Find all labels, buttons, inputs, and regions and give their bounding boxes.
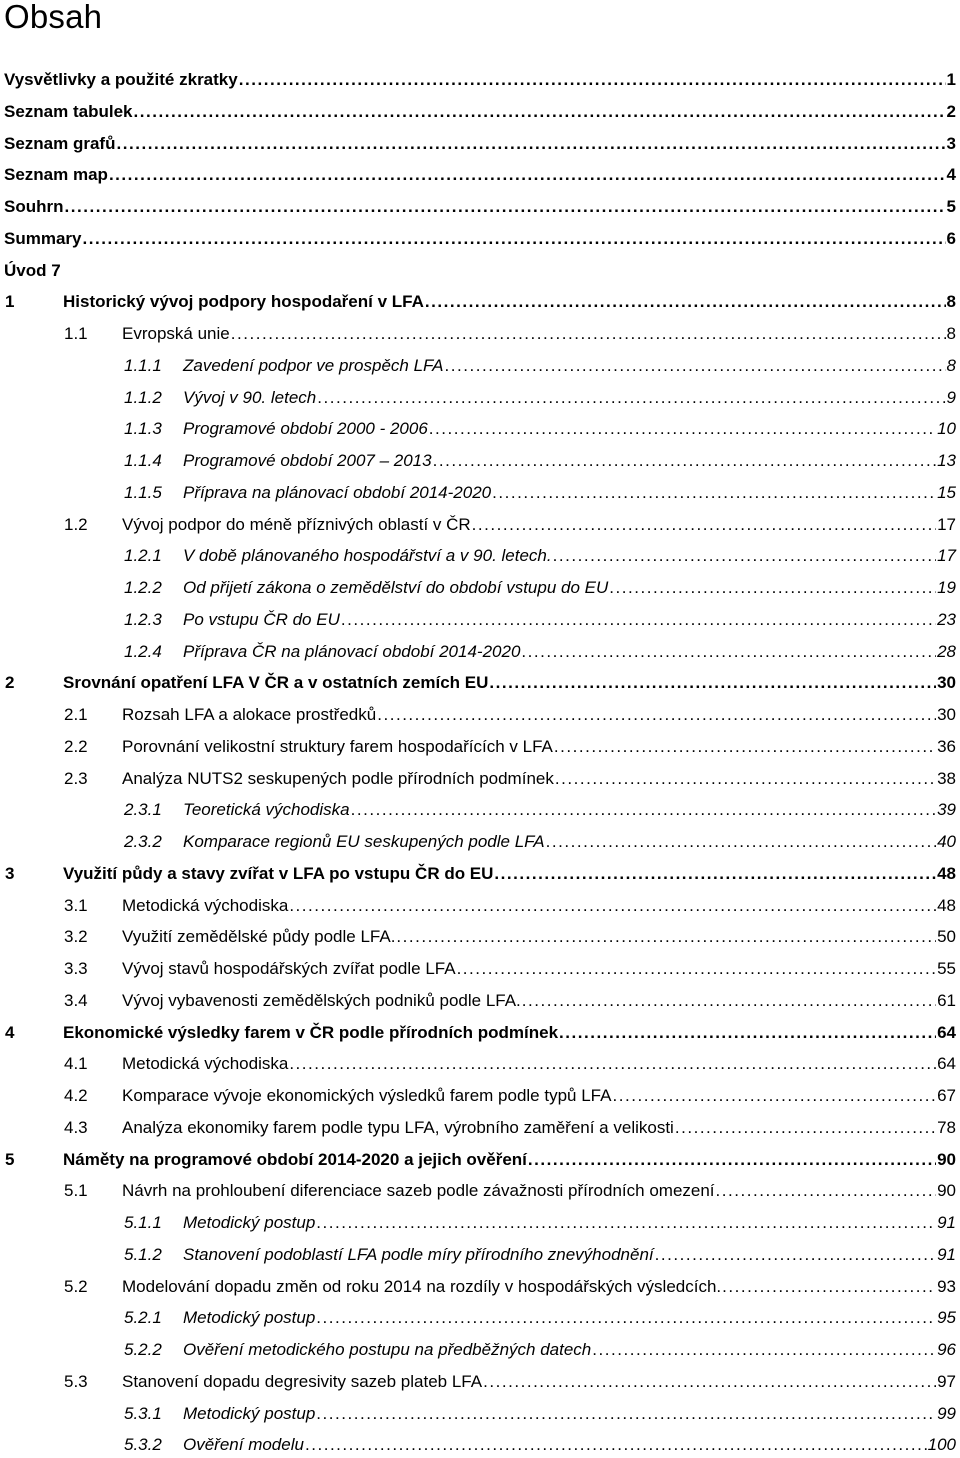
- toc-entry[interactable]: [4, 226, 956, 252]
- toc-entry-page: 15: [937, 482, 956, 502]
- toc-entry-label: Programové období 2000 - 2006: [183, 419, 428, 439]
- toc-entry-number: 5: [5, 1149, 15, 1169]
- toc-entry-label: Seznam map: [4, 165, 108, 185]
- dot-leader: [522, 988, 936, 1014]
- toc-entry-page: 8: [946, 292, 956, 312]
- toc-entry[interactable]: [124, 416, 956, 442]
- toc-entry-label: Ekonomické výsledky farem v ČR podle přírodních podmínek: [63, 1022, 559, 1042]
- toc-entry-label: Náměty na programové období 2014-2020 a jejich ověření: [63, 1149, 527, 1169]
- toc-entry-label: Komparace vývoje ekonomických výsledků farem podle typů LFA: [122, 1086, 612, 1105]
- toc-entry-label: Rozsah LFA a alokace prostředků: [122, 705, 377, 724]
- toc-entry-number: 1.1.5: [124, 482, 162, 502]
- toc-entry-number: 1.2.2: [124, 578, 162, 597]
- toc-entry[interactable]: [4, 162, 956, 188]
- toc-entry-number: 3.1: [64, 895, 88, 915]
- dot-leader: [494, 861, 936, 887]
- toc-entry-label: Metodická východiska: [122, 895, 289, 915]
- toc-entry-label: Příprava na plánovací období 2014-2020: [183, 482, 492, 502]
- toc-entry[interactable]: [124, 829, 956, 855]
- toc-entry[interactable]: [5, 670, 956, 696]
- toc-entry-page: 48: [937, 895, 956, 915]
- toc-entry-number: 2: [5, 673, 15, 693]
- toc-entry-page: 40: [937, 832, 956, 851]
- dot-leader: [472, 512, 936, 538]
- toc-entry-page: 61: [937, 990, 956, 1010]
- toc-entry-page: 1: [946, 70, 956, 89]
- toc-entry-number: 1.1.2: [124, 387, 162, 407]
- dot-leader: [612, 1083, 936, 1109]
- toc-entry-label: Teoretická východiska: [183, 800, 350, 820]
- toc-entry-number: 5.3: [64, 1371, 88, 1391]
- toc-entry[interactable]: [124, 448, 956, 474]
- toc-entry-label: Srovnání opatření LFA V ČR a v ostatních zemích EU: [63, 673, 489, 693]
- dot-leader: [554, 734, 936, 760]
- dot-leader: [521, 639, 936, 665]
- toc-entry-label: Summary: [4, 228, 82, 248]
- toc-entry-label: Analýza ekonomiky farem podle typu LFA, výrobního zaměření a velikosti: [122, 1117, 674, 1137]
- dot-leader: [231, 321, 946, 347]
- toc-entry-page: 3: [946, 133, 956, 153]
- toc-entry-page: 64: [937, 1022, 956, 1042]
- toc-entry[interactable]: [5, 861, 956, 887]
- toc-entry[interactable]: [4, 67, 956, 93]
- toc-entry[interactable]: [4, 131, 956, 157]
- dot-leader: [445, 353, 946, 379]
- toc-entry-number: 2.3: [64, 768, 88, 788]
- toc-entry-label: Ověření metodického postupu na předběžných datech: [183, 1340, 592, 1359]
- toc-entry[interactable]: [124, 797, 956, 823]
- dot-leader: [675, 1115, 936, 1141]
- dot-leader: [317, 385, 945, 411]
- toc-entry[interactable]: [5, 1020, 956, 1046]
- toc-entry-label: Od přijetí zákona o zemědělství do období vstupu do EU: [183, 578, 609, 597]
- toc-entry[interactable]: [4, 194, 956, 220]
- toc-entry-page: 4: [946, 165, 956, 185]
- toc-entry-page: 5: [946, 197, 956, 216]
- toc-entry-number: 1.1: [64, 324, 88, 343]
- toc-entry-number: 2.2: [64, 736, 88, 756]
- toc-entry-page: 91: [937, 1213, 956, 1232]
- toc-entry-number: 1.2.3: [124, 609, 162, 629]
- toc-entry-label: Stanovení dopadu degresivity sazeb plateb LFA: [122, 1371, 483, 1391]
- toc-entry-label: Zavedení podpor ve prospěch LFA: [183, 355, 444, 375]
- toc-entry[interactable]: [64, 1369, 956, 1395]
- dot-leader: [305, 1432, 927, 1458]
- dot-leader: [109, 162, 946, 188]
- toc-entry[interactable]: [64, 1178, 956, 1204]
- toc-entry[interactable]: [64, 766, 956, 792]
- toc-entry-label: Metodická východiska: [122, 1054, 289, 1074]
- dot-leader: [289, 893, 936, 919]
- dot-leader: [433, 448, 937, 474]
- toc-entry-number: 5.1: [64, 1181, 88, 1201]
- toc-entry-label: Modelování dopadu změn od roku 2014 na rozdíly v hospodářských výsledcích.: [122, 1276, 722, 1296]
- toc-entry[interactable]: [124, 385, 956, 411]
- toc-entry-page: 17: [937, 514, 956, 534]
- toc-entry-page: 8: [946, 355, 956, 375]
- toc-entry-label: Metodický postup: [183, 1403, 316, 1423]
- toc-entry-page: 23: [937, 609, 956, 629]
- toc-entry-number: 2.1: [64, 705, 88, 724]
- toc-entry-number: 3.2: [64, 927, 88, 947]
- toc-entry-label: Porovnání velikostní struktury farem hospodařících v LFA: [122, 736, 553, 756]
- toc-entry[interactable]: [64, 1274, 956, 1300]
- toc-entry[interactable]: [64, 1115, 956, 1141]
- dot-leader: [559, 1020, 936, 1046]
- dot-leader: [555, 766, 936, 792]
- toc-entry[interactable]: [64, 734, 956, 760]
- toc-entry-number: 4.3: [64, 1117, 88, 1137]
- toc-entry-page: 95: [937, 1308, 956, 1328]
- toc-entry-label: Historický vývoj podpory hospodaření v LFA: [63, 292, 424, 312]
- toc-entry-label: Komparace regionů EU seskupených podle LFA: [183, 832, 545, 851]
- toc-entry-page: 99: [937, 1403, 956, 1423]
- toc-entry-label: Po vstupu ČR do EU: [183, 609, 340, 629]
- toc-entry[interactable]: [64, 988, 956, 1014]
- toc-entry-number: 1: [5, 292, 15, 312]
- toc-entry-number: 3: [5, 863, 15, 883]
- toc-entry[interactable]: [64, 1051, 956, 1077]
- toc-entry-page: 6: [946, 228, 956, 248]
- dot-leader: [289, 1051, 936, 1077]
- toc-entry-number: 2.3.1: [124, 800, 162, 820]
- toc-entry-number: 1.2: [64, 514, 88, 534]
- toc-entry-page: 30: [937, 705, 956, 724]
- toc-entry-page: 93: [937, 1276, 956, 1296]
- toc-entry[interactable]: [124, 543, 956, 569]
- toc-entry-label: Metodický postup: [183, 1308, 316, 1328]
- toc-entry[interactable]: [64, 924, 956, 950]
- dot-leader: [457, 956, 937, 982]
- toc-entry-label: Využití půdy a stavy zvířat v LFA po vstupu ČR do EU: [63, 863, 494, 883]
- toc-entry-label: Využití zemědělské půdy podle LFA.: [122, 927, 396, 947]
- toc-entry[interactable]: [124, 1242, 956, 1268]
- toc-entry[interactable]: [64, 512, 956, 538]
- toc-entry[interactable]: [124, 1432, 956, 1458]
- toc-entry[interactable]: [124, 607, 956, 633]
- toc-entry[interactable]: [124, 1401, 956, 1427]
- toc-entry-label: Vysvětlivky a použité zkratky: [4, 70, 238, 89]
- toc-entry-number: 5.1.1: [124, 1213, 162, 1232]
- toc-entry-label: Evropská unie: [122, 324, 230, 343]
- dot-leader: [553, 543, 936, 569]
- toc-entry[interactable]: [124, 575, 956, 601]
- toc-entry-number: 5.1.2: [124, 1244, 162, 1264]
- page-title: Obsah: [4, 0, 103, 35]
- toc-entry-label: Vývoj v 90. letech: [183, 387, 317, 407]
- toc-entry-page: 55: [937, 959, 956, 978]
- toc-entry-number: 1.1.4: [124, 451, 162, 470]
- toc-entry-label: Vývoj vybavenosti zemědělských podniků podle LFA.: [122, 990, 521, 1010]
- toc-entry-number: 5.2.2: [124, 1340, 162, 1359]
- toc-entry-page: 50: [937, 927, 956, 947]
- dot-leader: [716, 1178, 937, 1204]
- toc-entry-label: Příprava ČR na plánovací období 2014-2020: [183, 641, 521, 661]
- toc-entry-page: 36: [937, 736, 956, 756]
- toc-entry-page: 30: [937, 673, 956, 693]
- toc-entry-page: 8: [946, 324, 956, 343]
- toc-entry[interactable]: [64, 893, 956, 919]
- toc-entry[interactable]: [124, 639, 956, 665]
- toc-entry-page: 10: [937, 419, 956, 439]
- toc-entry[interactable]: [124, 353, 956, 379]
- dot-leader: [316, 1305, 936, 1331]
- dot-leader: [489, 670, 936, 696]
- toc-entry-page: 19: [937, 578, 956, 597]
- toc-entry-page: 97: [937, 1371, 956, 1391]
- toc-entry-label: Analýza NUTS2 seskupených podle přírodních podmínek: [122, 768, 554, 788]
- toc-entry-page: 90: [937, 1149, 956, 1169]
- toc-entry-page: 78: [937, 1117, 956, 1137]
- toc-entry-page: 100: [927, 1435, 956, 1455]
- toc-entry[interactable]: [4, 99, 956, 125]
- dot-leader: [592, 1337, 936, 1363]
- toc-entry[interactable]: [64, 1083, 956, 1109]
- toc-entry-page: 9: [946, 387, 956, 407]
- toc-entry[interactable]: [64, 321, 956, 347]
- dot-leader: [546, 829, 936, 855]
- toc-entry[interactable]: [64, 956, 956, 982]
- toc-entry-page: 96: [937, 1340, 956, 1359]
- dot-leader: [492, 480, 936, 506]
- toc-entry-number: 5.2: [64, 1276, 88, 1296]
- toc-entry-label: Stanovení podoblastí LFA podle míry přírodního znevýhodnění: [183, 1244, 654, 1264]
- toc-entry[interactable]: [124, 480, 956, 506]
- toc-entry-page: 17: [937, 546, 956, 566]
- dot-leader: [425, 289, 946, 315]
- toc-entry[interactable]: [124, 1210, 956, 1236]
- toc-entry-label: Souhrn: [4, 197, 64, 216]
- toc-entry-number: 5.3.2: [124, 1435, 162, 1455]
- dot-leader: [351, 797, 936, 823]
- toc-entry-page: 48: [937, 863, 956, 883]
- toc-entry-page: 90: [937, 1181, 956, 1201]
- dot-leader: [396, 924, 936, 950]
- toc-entry-label: Ověření modelu: [183, 1435, 304, 1455]
- toc-entry-page: 38: [937, 768, 956, 788]
- toc-entry-page: 13: [937, 451, 956, 470]
- toc-entry-label: Seznam tabulek: [4, 101, 133, 121]
- dot-leader: [377, 702, 936, 728]
- toc-entry[interactable]: [4, 258, 956, 284]
- dot-leader: [483, 1369, 936, 1395]
- dot-leader: [116, 131, 945, 157]
- toc-entry-number: 1.2.4: [124, 641, 162, 661]
- dot-leader: [239, 67, 946, 93]
- toc-entry-number: 3.3: [64, 959, 88, 978]
- toc-entry-page: 64: [937, 1054, 956, 1074]
- toc-entry-number: 1.1.3: [124, 419, 162, 439]
- toc-entry-label: Návrh na prohloubení diferenciace sazeb podle závažnosti přírodních omezení: [122, 1181, 715, 1201]
- toc-entry[interactable]: [64, 702, 956, 728]
- toc-entry-number: 1.1.1: [124, 355, 162, 375]
- toc-entry[interactable]: [124, 1337, 956, 1363]
- toc-entry-label: Úvod 7: [4, 260, 61, 280]
- toc-entry-number: 4: [5, 1022, 15, 1042]
- toc-entry-label: Vývoj stavů hospodářských zvířat podle LFA: [122, 959, 456, 978]
- dot-leader: [429, 416, 936, 442]
- toc-entry-number: 1.2.1: [124, 546, 162, 566]
- dot-leader: [316, 1401, 936, 1427]
- dot-leader: [134, 99, 946, 125]
- toc-entry-number: 4.2: [64, 1086, 88, 1105]
- toc-entry-label: Programové období 2007 – 2013: [183, 451, 432, 470]
- toc-entry-label: Metodický postup: [183, 1213, 316, 1232]
- dot-leader: [609, 575, 936, 601]
- toc-entry-label: V době plánovaného hospodářství a v 90. letech.: [183, 546, 552, 566]
- toc-entry-page: 2: [946, 101, 956, 121]
- dot-leader: [65, 194, 946, 220]
- toc-entry-number: 5.2.1: [124, 1308, 162, 1328]
- toc-entry-page: 39: [937, 800, 956, 820]
- toc-entry-page: 91: [937, 1244, 956, 1264]
- toc-entry-number: 2.3.2: [124, 832, 162, 851]
- toc-entry-page: 28: [937, 641, 956, 661]
- toc-entry-number: 5.3.1: [124, 1403, 162, 1423]
- dot-leader: [722, 1274, 936, 1300]
- dot-leader: [341, 607, 936, 633]
- toc-entry-number: 3.4: [64, 990, 88, 1010]
- dot-leader: [528, 1147, 936, 1173]
- toc-entry-number: 4.1: [64, 1054, 88, 1074]
- toc-entry-page: 67: [937, 1086, 956, 1105]
- toc-entry-label: Vývoj podpor do méně příznivých oblastí v ČR: [122, 514, 471, 534]
- dot-leader: [316, 1210, 936, 1236]
- toc-entry[interactable]: [124, 1305, 956, 1331]
- toc-entry[interactable]: [5, 289, 956, 315]
- toc-entry[interactable]: [5, 1147, 956, 1173]
- dot-leader: [655, 1242, 936, 1268]
- toc-entry-label: Seznam grafů: [4, 133, 116, 153]
- dot-leader: [82, 226, 945, 252]
